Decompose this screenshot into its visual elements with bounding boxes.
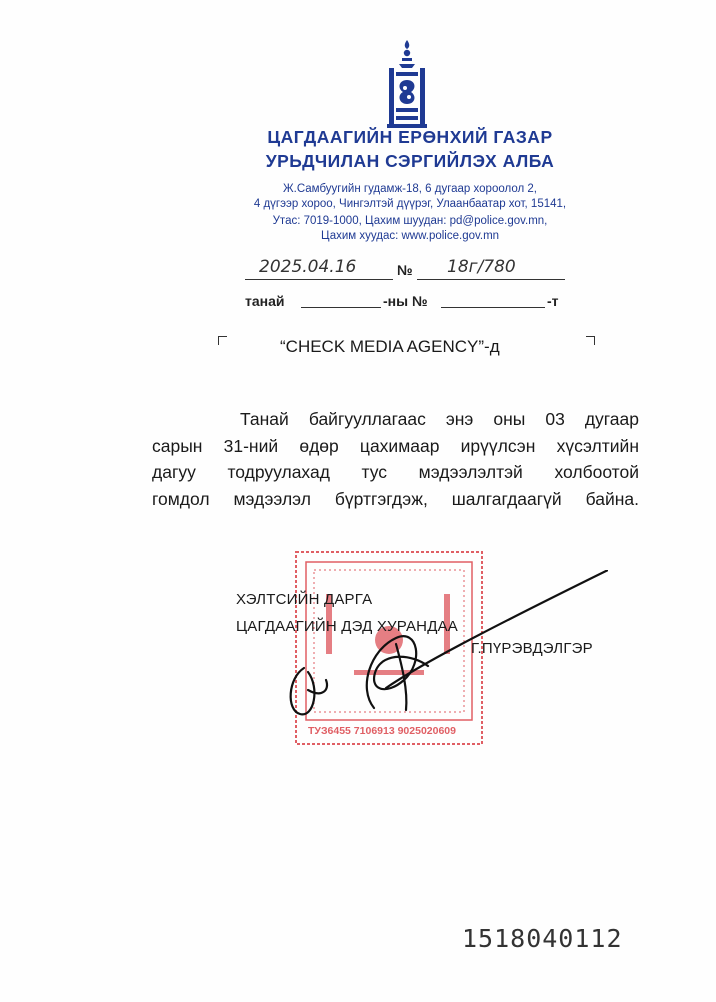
address-line: 4 дүгээр хороо, Чингэлтэй дүүрэг, Улаанбаатар хот, 15141, (253, 198, 567, 210)
contact-line: Утас: 7019-1000, Цахим шуудан: pd@police.gov.mn, (272, 215, 548, 227)
soyombo-emblem-icon (383, 38, 431, 130)
body-line: дагуу тодруулахад тус мэдээлэлтэй холбоотой (152, 462, 639, 482)
recipient: “CHECK MEDIA AGENCY”-д (280, 337, 500, 356)
signer-position-line1: ХЭЛТСИЙН ДАРГА (236, 591, 373, 608)
body-line: гомдол мэдээлэл бүртгэгдэж, шалгагдаагүй байна. (152, 488, 639, 509)
letter-body (152, 406, 639, 512)
address-corner-left (218, 336, 227, 345)
address-line: Ж.Самбуугийн гудамж-18, 6 дугаар хороолол 2, (283, 183, 537, 195)
org-name-line2: УРЬДЧИЛАН СЭРГИЙЛЭХ АЛБА (265, 151, 555, 171)
number-label: № (397, 262, 413, 278)
signer-position-line2: ЦАГДААГИЙН ДЭД ХУРАНДАА (236, 618, 458, 635)
body-line: сарын 31-ний өдөр цахимаар ирүүлсэн хүсэлтийн (152, 435, 639, 456)
handwritten-signature (278, 570, 608, 730)
document-number: 1518040112 (462, 924, 623, 953)
address-corner-right (586, 336, 595, 345)
signer-name: Г.ПҮРЭВДЭЛГЭР (471, 640, 593, 657)
org-name-line1: ЦАГДААГИЙН ЕРӨНХИЙ ГАЗАР (267, 127, 553, 147)
t-suffix: -т (547, 293, 559, 309)
handwritten-date: 2025.04.16 (259, 257, 357, 277)
stamp-code-text: ТУЗ6455 7106913 9025020609 (308, 725, 456, 737)
ny-no-label: -ны № (383, 293, 428, 309)
your-label: танай (245, 293, 285, 309)
handwritten-number: 18г/780 (447, 257, 516, 277)
body-line: Танай байгууллагаас энэ оны 03 дугаар (240, 409, 639, 429)
reply-reference-line (245, 293, 575, 313)
date-number-line (245, 255, 565, 283)
website-line: Цахим хуудас: www.police.gov.mn (320, 230, 500, 242)
